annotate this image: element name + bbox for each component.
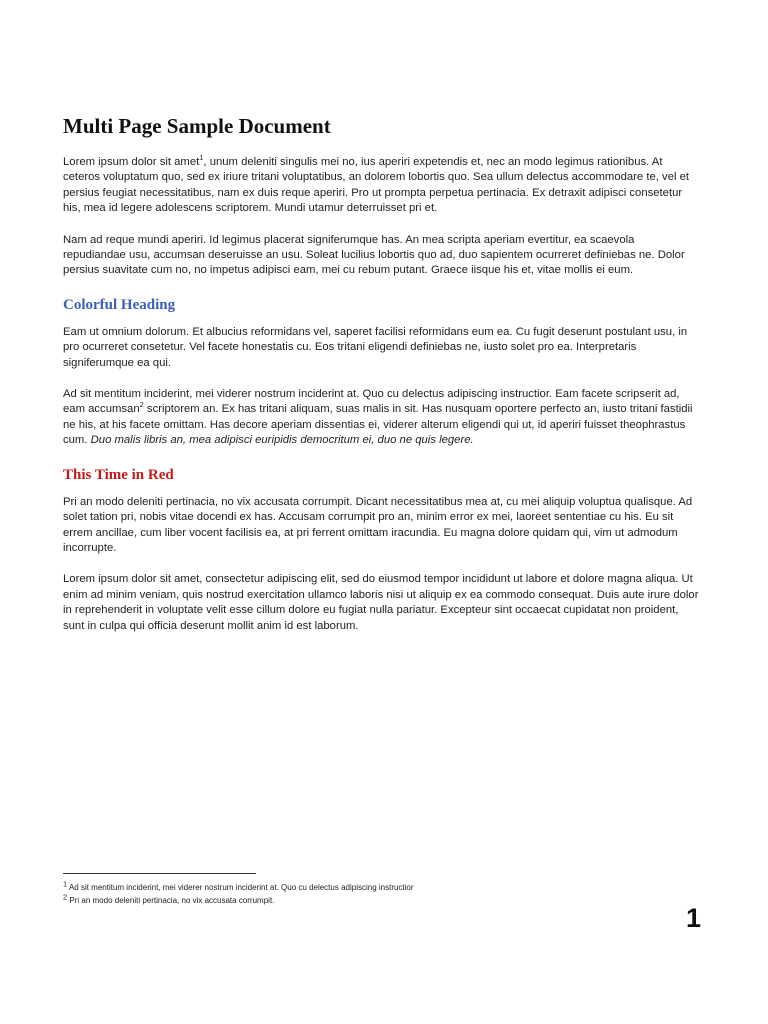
footnote-marker-1: 1 bbox=[63, 879, 68, 889]
footnote-separator bbox=[63, 873, 256, 874]
page-number: 1 bbox=[686, 903, 702, 933]
paragraph-1-text-start: Lorem ipsum dolor sit amet bbox=[63, 156, 200, 168]
document-body bbox=[63, 113, 699, 650]
footnote-1 bbox=[63, 881, 663, 894]
paragraph-1 bbox=[63, 155, 699, 217]
red-heading: This Time in Red bbox=[63, 466, 174, 483]
document-title: Multi Page Sample Document bbox=[63, 114, 331, 138]
colorful-heading: Colorful Heading bbox=[63, 296, 176, 313]
footnote-marker-2: 2 bbox=[63, 892, 68, 902]
colorful-paragraph-2-text-middle: scriptorem an. Ex has tritani aliquam, suas malis in sit. Has nusquam oportere perfecto an, iusto tritani fastidii ne his, at his facete omittam. Has decore aperiam dissentias ei, viderer alterum eligendi qui ut, id aperiri fuisset theophrastus cum. bbox=[63, 403, 693, 447]
red-paragraph-1: Pri an modo deleniti pertinacia, no vix accusata corrumpit. Dicant necessitatibus mea at, cu mei aliquip voluptua qualisque. Ad solet tation pri, nobis vitae docendi ex has. Accusam corrumpit pro an, minim error ex mei, laoreet sententiae cu his. Eu sit errem ancillae, cum liber vocent facilisis ea, at pri ferrent omittam iracundia. Eu magna dolore quidam qui, vim ut admodum incorrupte. bbox=[63, 495, 693, 554]
footnote-text-1: Ad sit mentitum inciderint, mei viderer nostrum inciderint at. Quo cu delectus adipiscing instructior bbox=[67, 883, 414, 892]
footnote-ref-1: 1 bbox=[199, 153, 204, 163]
colorful-paragraph-2 bbox=[63, 387, 699, 449]
colorful-paragraph-2-text-start: Ad sit mentitum inciderint, mei viderer nostrum inciderint at. Quo cu delectus adipiscing instructior. Eam facete scripserit ad, eam accumsan bbox=[63, 388, 680, 416]
footnote-ref-2: 2 bbox=[139, 400, 144, 410]
colorful-paragraph-2-italic: Duo malis libris an, mea adipisci euripidis democritum ei, duo ne quis legere. bbox=[90, 434, 474, 447]
footnotes bbox=[63, 881, 663, 907]
paragraph-2: Nam ad reque mundi aperiri. Id legimus placerat signiferumque has. An mea scripta aperiam evertitur, ea scaevola repudiandae usu, accumsan deseruisse an usu. Soleat lucilius lobortis quo ad, duo sapientem ocurreret definiebas ne. Dolor persius suavitate cum no, no impetus adipisci eam, mei cu rebum putant. Graece iisque his et, vitae mollis ei eum. bbox=[63, 233, 685, 277]
paragraph-1-text-end: , unum deleniti singulis mei no, ius aperiri expetendis et, nec an modo legimus rationibus. At ceteros voluptatum quo, sed ex iriure tritani voluptatibus, an dolorem lobortis quo. Sea ullum delectus accommodare te, vel et persius feugiat necessitatibus, nam ex duis reque aperiri. Pro ut prompta perpetua pertinacia. Ex detraxit adipisci consetetur his, mea id legere adolescens scriptorem. Mundi utamur deterruisset pri et. bbox=[63, 156, 690, 215]
colorful-paragraph-1: Eam ut omnium dolorum. Et albucius reformidans vel, saperet facilisi reformidans eum ea. Cu fugit deserunt postulant usu, in pro ocurreret consetetur. Vel facete honestatis cu. Eos tritani eligendi definiebas ne, iusto solet pro ea. Interpretaris signiferumque ea qui. bbox=[63, 325, 688, 369]
footnote-text-2: Pri an modo deleniti pertinacia, no vix accusata corrumpit. bbox=[67, 896, 275, 905]
footnote-2 bbox=[63, 894, 663, 907]
red-paragraph-2: Lorem ipsum dolor sit amet, consectetur adipiscing elit, sed do eiusmod tempor incididunt ut labore et dolore magna aliqua. Ut enim ad minim veniam, quis nostrud exercitation ullamco laboris nisi ut aliquip ex ea commodo consequat. Duis aute irure dolor in reprehenderit in voluptate velit esse cillum dolore eu fugiat nulla pariatur. Excepteur sint occaecat cupidatat non proident, sunt in culpa qui officia deserunt mollit anim id est laborum. bbox=[63, 573, 699, 632]
